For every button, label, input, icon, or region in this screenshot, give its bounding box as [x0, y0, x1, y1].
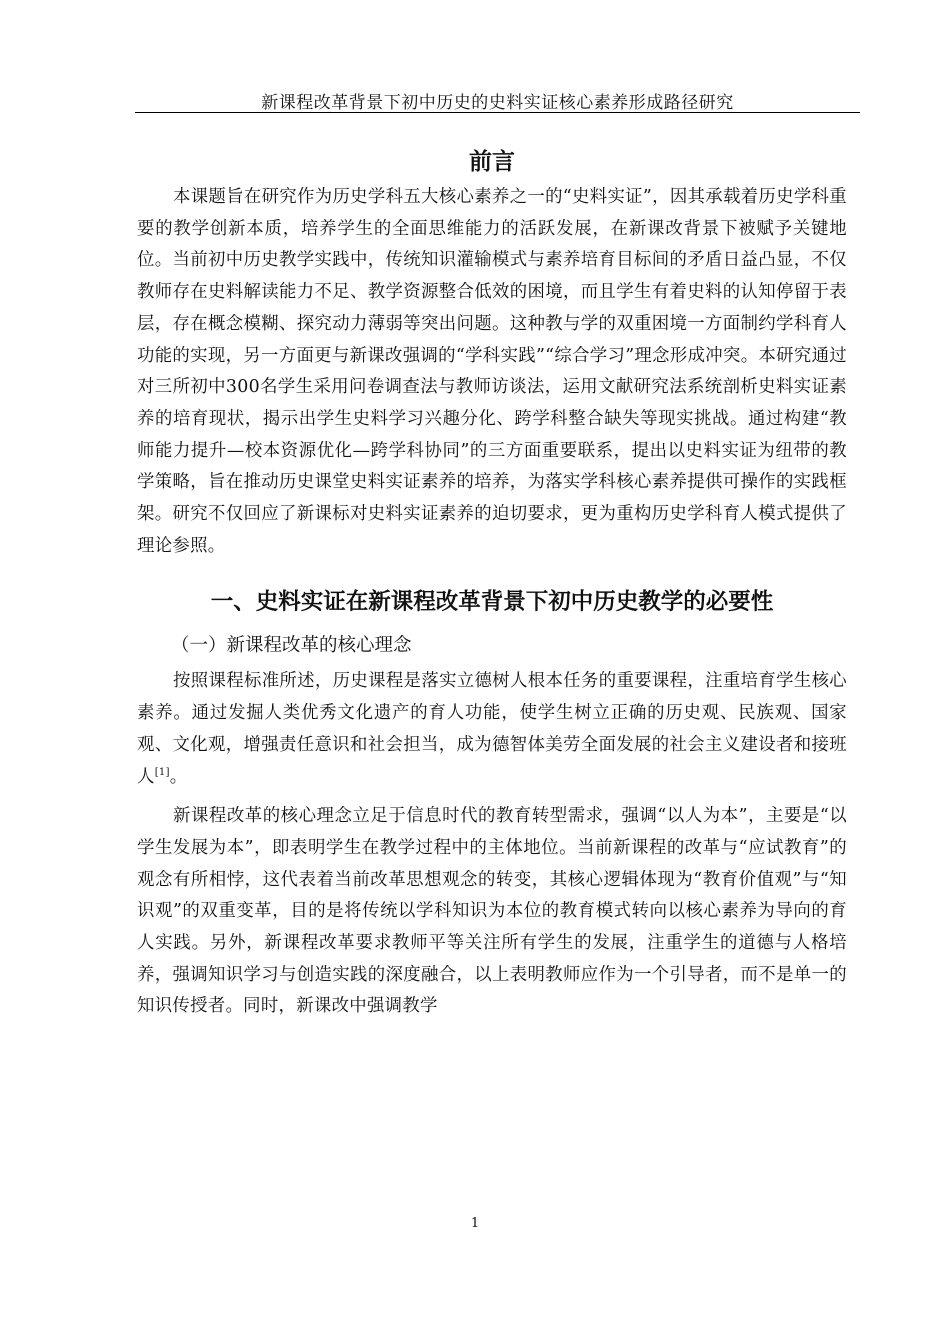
preface-paragraph: 本课题旨在研究作为历史学科五大核心素养之一的“史料实证”，因其承载着历史学科重要的教学创新本质，培养学生的全面思维能力的活跃发展，在新课改背景下被赋予关键地位。当前初中历史教学实践中，传统知识灌输模式与素养培育目标间的矛盾日益凸显，不仅教师存在史料解读能力不足、教学资源整合低效的困境，而且学生有着史料的认知停留于表层，存在概念模糊、探究动力薄弱等突出问题。这种教与学的双重困境一方面制约学科育人功能的实现，另一方面更与新课改强调的“学科实践”“综合学习”理念形成冲突。本研究通过对三所初中300名学生采用问卷调查法与教师访谈法，运用文献研究法系统剖析史料实证素养的培育现状，揭示出学生史料学习兴趣分化、跨学科整合缺失等现实挑战。通过构建“教师能力提升—校本资源优化—跨学科协同”的三方面重要联系，提出以史料实证为纽带的教学策略，旨在推动历史课堂史料实证素养的培养，为落实学科核心素养提供可操作的实践框架。研究不仅回应了新课标对史料实证素养的迫切要求，更为重构历史学科育人模式提供了理论参照。 [137, 187, 847, 556]
paragraph-1-text: 按照课程标准所述，历史课程是落实立德树人根本任务的重要课程，注重培育学生核心素养。通过发掘人类优秀文化遗产的育人功能，使学生树立正确的历史观、民族观、国家观、文化观，增强责任意识和社会担当，成为德智体美劳全面发展的社会主义建设者和接班人 [137, 671, 847, 787]
subsection-1-paragraph-1 [137, 666, 847, 793]
paragraph-1-end: 。 [169, 766, 188, 787]
subsection-1-paragraph-2: 新课程改革的核心理念立足于信息时代的教育转型需求，强调“以人为本”，主要是“以学生发展为本”，即表明学生在教学过程中的主体地位。当前新课程的改革与“应试教育”的观念有所相悖，这代表着当前改革思想观念的转变，其核心逻辑体现为“教育价值观”与“知识观”的双重变革，目的是将传统以学科知识为本位的教育模式转向以核心素养为导向的育人实践。另外，新课程改革要求教师平等关注所有学生的发展，注重学生的道德与人格培养，强调知识学习与创造实践的深度融合，以上表明教师应作为一个引导者，而不是单一的知识传授者。同时，新课改中强调教学 [137, 806, 847, 1017]
page-content [137, 142, 847, 1023]
running-header: 新课程改革背景下初中历史的史料实证核心素养形成路径研究 [261, 93, 734, 113]
subsection-1-title: （一）新课程改革的核心理念 [171, 635, 412, 657]
header-rule [135, 112, 860, 113]
page-number: 1 [470, 1216, 480, 1231]
section-1-title: 一、史料实证在新课程改革背景下初中历史教学的必要性 [210, 589, 774, 616]
citation-ref[interactable]: [1] [154, 766, 170, 778]
preface-title: 前言 [469, 149, 515, 175]
